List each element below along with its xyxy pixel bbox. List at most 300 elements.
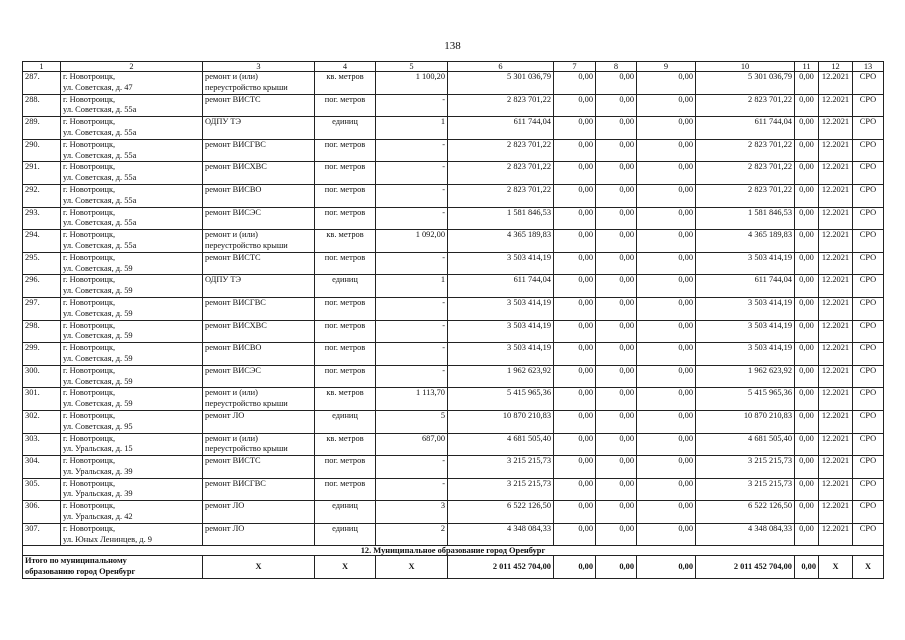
table-cell: 0,00 — [637, 501, 696, 524]
table-cell: 0,00 — [637, 456, 696, 479]
table-cell: 0,00 — [795, 320, 819, 343]
table-cell: 0,00 — [795, 388, 819, 411]
table-cell: 4 348 084,33 — [696, 523, 795, 546]
table-cell: 6 522 126,50 — [696, 501, 795, 524]
table-cell: 0,00 — [596, 230, 637, 253]
table-cell: 0,00 — [795, 410, 819, 433]
table-cell: 287. — [23, 72, 61, 95]
column-number: 8 — [596, 62, 637, 72]
total-cell: X — [315, 556, 376, 579]
table-cell: единиц — [315, 501, 376, 524]
table-cell: 6 522 126,50 — [448, 501, 554, 524]
table-cell: 0,00 — [554, 388, 596, 411]
table-cell: СРО — [853, 410, 884, 433]
table-cell: 0,00 — [637, 410, 696, 433]
table-cell: 4 365 189,83 — [696, 230, 795, 253]
table-cell: 295. — [23, 252, 61, 275]
table-cell: 0,00 — [795, 433, 819, 456]
table-cell: 0,00 — [795, 365, 819, 388]
total-cell: 2 011 452 704,00 — [448, 556, 554, 579]
table-row — [23, 365, 884, 388]
table-cell: 12.2021 — [819, 365, 853, 388]
table-cell: 0,00 — [554, 297, 596, 320]
table-cell: СРО — [853, 94, 884, 117]
table-cell: 611 744,04 — [696, 275, 795, 298]
table-cell: 611 744,04 — [448, 117, 554, 140]
table-cell: 0,00 — [596, 388, 637, 411]
table-cell: г. Новотроицк, ул. Советская, д. 59 — [61, 297, 203, 320]
table-row — [23, 94, 884, 117]
table-cell: СРО — [853, 252, 884, 275]
column-number: 6 — [448, 62, 554, 72]
table-cell: единиц — [315, 117, 376, 140]
table-cell: - — [376, 365, 448, 388]
table-cell: пог. метров — [315, 184, 376, 207]
table-cell: 0,00 — [554, 343, 596, 366]
table-cell: 0,00 — [637, 207, 696, 230]
table-cell: 0,00 — [596, 139, 637, 162]
table-cell: 303. — [23, 433, 61, 456]
table-cell: 12.2021 — [819, 139, 853, 162]
table-cell: 3 503 414,19 — [448, 252, 554, 275]
table-cell: 4 681 505,40 — [696, 433, 795, 456]
total-cell: X — [819, 556, 853, 579]
total-cell: 0,00 — [596, 556, 637, 579]
table-cell: ремонт и (или) переустройство крыши — [203, 230, 315, 253]
column-number: 13 — [853, 62, 884, 72]
table-cell: 12.2021 — [819, 230, 853, 253]
table-cell: 687,00 — [376, 433, 448, 456]
table-cell: 12.2021 — [819, 433, 853, 456]
table-cell: г. Новотроицк, ул. Советская, д. 59 — [61, 252, 203, 275]
table-cell: г. Новотроицк, ул. Советская, д. 59 — [61, 275, 203, 298]
table-row — [23, 456, 884, 479]
table-cell: пог. метров — [315, 207, 376, 230]
table-cell: 290. — [23, 139, 61, 162]
table-row — [23, 478, 884, 501]
table-cell: 1 581 846,53 — [696, 207, 795, 230]
table-cell: г. Новотроицк, ул. Советская, д. 55а — [61, 117, 203, 140]
table-cell: 302. — [23, 410, 61, 433]
table-cell: 12.2021 — [819, 297, 853, 320]
table-cell: 0,00 — [795, 297, 819, 320]
region-header: 12. Муниципальное образование город Оренбург — [23, 546, 884, 556]
region-header-row — [23, 546, 884, 556]
table-cell: 0,00 — [596, 72, 637, 95]
table-cell: 0,00 — [795, 275, 819, 298]
table-cell: 306. — [23, 501, 61, 524]
table-cell: 4 348 084,33 — [448, 523, 554, 546]
table-row — [23, 297, 884, 320]
table-cell: СРО — [853, 230, 884, 253]
table-cell: г. Новотроицк, ул. Советская, д. 55а — [61, 230, 203, 253]
table-cell: СРО — [853, 478, 884, 501]
table-cell: 305. — [23, 478, 61, 501]
table-cell: 293. — [23, 207, 61, 230]
table-cell: пог. метров — [315, 94, 376, 117]
table-cell: 12.2021 — [819, 117, 853, 140]
table-cell: 0,00 — [554, 433, 596, 456]
table-cell: ремонт ВИСГВС — [203, 297, 315, 320]
table-cell: кв. метров — [315, 433, 376, 456]
table-cell: СРО — [853, 297, 884, 320]
table-cell: 0,00 — [795, 94, 819, 117]
table-cell: 0,00 — [596, 207, 637, 230]
table-cell: - — [376, 94, 448, 117]
table-cell: 3 — [376, 501, 448, 524]
table-cell: 0,00 — [596, 275, 637, 298]
column-number: 4 — [315, 62, 376, 72]
table-row — [23, 139, 884, 162]
table-row — [23, 388, 884, 411]
table-cell: г. Новотроицк, ул. Советская, д. 59 — [61, 365, 203, 388]
table-cell: 3 215 215,73 — [448, 456, 554, 479]
table-row — [23, 433, 884, 456]
table-cell: 12.2021 — [819, 388, 853, 411]
table-cell: 0,00 — [637, 162, 696, 185]
table-cell: г. Новотроицк, ул. Советская, д. 47 — [61, 72, 203, 95]
table-row — [23, 117, 884, 140]
table-cell: г. Новотроицк, ул. Юных Ленинцев, д. 9 — [61, 523, 203, 546]
table-cell: 0,00 — [596, 184, 637, 207]
table-cell: 4 681 505,40 — [448, 433, 554, 456]
table-cell: СРО — [853, 523, 884, 546]
table-cell: г. Новотроицк, ул. Советская, д. 95 — [61, 410, 203, 433]
table-cell: г. Новотроицк, ул. Советская, д. 55а — [61, 184, 203, 207]
table-cell: 12.2021 — [819, 320, 853, 343]
table-cell: - — [376, 252, 448, 275]
table-cell: 12.2021 — [819, 207, 853, 230]
column-number: 2 — [61, 62, 203, 72]
table-cell: 12.2021 — [819, 252, 853, 275]
table-cell: 0,00 — [554, 501, 596, 524]
table-cell: г. Новотроицк, ул. Уральская, д. 39 — [61, 456, 203, 479]
table-cell: кв. метров — [315, 72, 376, 95]
table-cell: 0,00 — [554, 410, 596, 433]
total-cell: X — [853, 556, 884, 579]
table-cell: 1 962 623,92 — [696, 365, 795, 388]
table-cell: 0,00 — [554, 162, 596, 185]
table-cell: 12.2021 — [819, 94, 853, 117]
table-cell: ремонт и (или) переустройство крыши — [203, 433, 315, 456]
table-cell: 1 962 623,92 — [448, 365, 554, 388]
table-cell: ремонт ВИСТС — [203, 456, 315, 479]
table-cell: СРО — [853, 207, 884, 230]
table-cell: 297. — [23, 297, 61, 320]
table-cell: 3 215 215,73 — [696, 456, 795, 479]
table-cell: - — [376, 184, 448, 207]
table-cell: 0,00 — [596, 410, 637, 433]
table-cell: 3 503 414,19 — [696, 343, 795, 366]
table-cell: г. Новотроицк, ул. Уральская, д. 15 — [61, 433, 203, 456]
table-cell: ремонт и (или) переустройство крыши — [203, 388, 315, 411]
table-cell: ремонт ВИСВО — [203, 343, 315, 366]
table-cell: ремонт ЛО — [203, 501, 315, 524]
table-cell: 2 823 701,22 — [448, 94, 554, 117]
table-cell: 0,00 — [637, 184, 696, 207]
table-cell: 0,00 — [554, 456, 596, 479]
table-cell: - — [376, 456, 448, 479]
total-cell: X — [376, 556, 448, 579]
table-cell: 1 — [376, 117, 448, 140]
table-cell: 0,00 — [795, 456, 819, 479]
table-cell: 2 823 701,22 — [696, 94, 795, 117]
page-number: 138 — [444, 40, 461, 52]
table-cell: 0,00 — [637, 343, 696, 366]
table-cell: 12.2021 — [819, 456, 853, 479]
table-cell: ОДПУ ТЭ — [203, 117, 315, 140]
table-cell: 0,00 — [795, 230, 819, 253]
table-cell: 0,00 — [554, 230, 596, 253]
table-cell: 0,00 — [554, 72, 596, 95]
table-row — [23, 184, 884, 207]
table-cell: 0,00 — [795, 252, 819, 275]
table-row — [23, 501, 884, 524]
table-cell: 298. — [23, 320, 61, 343]
total-cell: 2 011 452 704,00 — [696, 556, 795, 579]
column-number: 7 — [554, 62, 596, 72]
table-row — [23, 410, 884, 433]
table-cell: г. Новотроицк, ул. Советская, д. 59 — [61, 388, 203, 411]
table-cell: 1 581 846,53 — [448, 207, 554, 230]
table-cell: 611 744,04 — [448, 275, 554, 298]
total-cell: X — [203, 556, 315, 579]
table-cell: 0,00 — [637, 94, 696, 117]
column-number: 12 — [819, 62, 853, 72]
table-cell: 307. — [23, 523, 61, 546]
table-cell: 0,00 — [554, 275, 596, 298]
table-cell: 0,00 — [596, 365, 637, 388]
table-cell: 12.2021 — [819, 523, 853, 546]
table-cell: 3 503 414,19 — [448, 343, 554, 366]
table-cell: 0,00 — [795, 343, 819, 366]
table-cell: 3 503 414,19 — [696, 320, 795, 343]
table-cell: ремонт ВИСГВС — [203, 478, 315, 501]
table-cell: 2 823 701,22 — [448, 162, 554, 185]
table-cell: единиц — [315, 410, 376, 433]
table-cell: 12.2021 — [819, 275, 853, 298]
table-cell: ремонт ВИСВО — [203, 184, 315, 207]
total-cell: 0,00 — [554, 556, 596, 579]
table-cell: г. Новотроицк, ул. Советская, д. 55а — [61, 162, 203, 185]
column-number: 11 — [795, 62, 819, 72]
table-cell: 0,00 — [637, 72, 696, 95]
table-cell: 0,00 — [596, 456, 637, 479]
table-cell: 0,00 — [554, 252, 596, 275]
table-cell: 611 744,04 — [696, 117, 795, 140]
table-cell: 3 503 414,19 — [696, 297, 795, 320]
table-cell: единиц — [315, 523, 376, 546]
table-cell: 0,00 — [637, 478, 696, 501]
table-cell: 0,00 — [554, 320, 596, 343]
table-cell: ремонт ВИСГВС — [203, 139, 315, 162]
table-cell: 12.2021 — [819, 162, 853, 185]
table-cell: пог. метров — [315, 456, 376, 479]
table-cell: 2 823 701,22 — [696, 184, 795, 207]
table-cell: 3 503 414,19 — [696, 252, 795, 275]
total-cell: 0,00 — [637, 556, 696, 579]
table-cell: 0,00 — [795, 478, 819, 501]
table-cell: 5 301 036,79 — [448, 72, 554, 95]
table-cell: 0,00 — [637, 297, 696, 320]
table-cell: 2 823 701,22 — [696, 162, 795, 185]
table-cell: ремонт ЛО — [203, 410, 315, 433]
table-cell: пог. метров — [315, 478, 376, 501]
table-cell: г. Новотроицк, ул. Советская, д. 55а — [61, 139, 203, 162]
table-cell: 10 870 210,83 — [696, 410, 795, 433]
table-cell: ремонт ВИСЭС — [203, 365, 315, 388]
table-cell: СРО — [853, 117, 884, 140]
table-cell: - — [376, 162, 448, 185]
table-cell: 0,00 — [554, 365, 596, 388]
table-cell: СРО — [853, 275, 884, 298]
table-cell: 0,00 — [596, 94, 637, 117]
table-cell: 5 415 965,36 — [696, 388, 795, 411]
table-cell: 0,00 — [596, 433, 637, 456]
table-cell: СРО — [853, 365, 884, 388]
table-cell: СРО — [853, 456, 884, 479]
table-cell: 0,00 — [596, 523, 637, 546]
table-cell: 291. — [23, 162, 61, 185]
total-label: Итого по муниципальному образованию город Оренбург — [23, 556, 203, 579]
table-cell: СРО — [853, 501, 884, 524]
table-cell: кв. метров — [315, 230, 376, 253]
table-cell: 0,00 — [554, 523, 596, 546]
table-row — [23, 343, 884, 366]
table-cell: 2 823 701,22 — [696, 139, 795, 162]
table-cell: 3 503 414,19 — [448, 297, 554, 320]
table-cell: 0,00 — [637, 230, 696, 253]
table-cell: 1 113,70 — [376, 388, 448, 411]
table-cell: ремонт ВИСТС — [203, 252, 315, 275]
table-cell: 1 — [376, 275, 448, 298]
table-cell: 0,00 — [554, 207, 596, 230]
table-row — [23, 252, 884, 275]
table-cell: 0,00 — [637, 433, 696, 456]
table-cell: 3 215 215,73 — [696, 478, 795, 501]
column-number: 9 — [637, 62, 696, 72]
table-cell: СРО — [853, 162, 884, 185]
total-cell: 0,00 — [795, 556, 819, 579]
table-cell: 294. — [23, 230, 61, 253]
table-cell: 2 — [376, 523, 448, 546]
table-cell: г. Новотроицк, ул. Советская, д. 59 — [61, 320, 203, 343]
table-cell: 0,00 — [795, 139, 819, 162]
column-number: 5 — [376, 62, 448, 72]
table-cell: 2 823 701,22 — [448, 139, 554, 162]
table-cell: СРО — [853, 184, 884, 207]
column-number-row — [23, 62, 884, 72]
column-number: 10 — [696, 62, 795, 72]
table-cell: 0,00 — [596, 117, 637, 140]
table-cell: 0,00 — [637, 523, 696, 546]
table-cell: пог. метров — [315, 162, 376, 185]
table-cell: 289. — [23, 117, 61, 140]
table-cell: кв. метров — [315, 388, 376, 411]
table-cell: СРО — [853, 433, 884, 456]
table-cell: 0,00 — [795, 117, 819, 140]
table-cell: пог. метров — [315, 297, 376, 320]
table-cell: ремонт ВИСХВС — [203, 320, 315, 343]
table-cell: 3 503 414,19 — [448, 320, 554, 343]
table-cell: 5 — [376, 410, 448, 433]
table-cell: - — [376, 478, 448, 501]
table-cell: ремонт ВИСХВС — [203, 162, 315, 185]
table-cell: 1 092,00 — [376, 230, 448, 253]
table-cell: ремонт ВИСЭС — [203, 207, 315, 230]
table-cell: 12.2021 — [819, 184, 853, 207]
table-cell: 0,00 — [795, 72, 819, 95]
table-cell: 0,00 — [554, 139, 596, 162]
table-cell: 10 870 210,83 — [448, 410, 554, 433]
table-cell: 0,00 — [554, 184, 596, 207]
table-cell: 12.2021 — [819, 501, 853, 524]
table-cell: 4 365 189,83 — [448, 230, 554, 253]
table-cell: 0,00 — [554, 478, 596, 501]
table-cell: пог. метров — [315, 139, 376, 162]
table-cell: пог. метров — [315, 365, 376, 388]
table-cell: 0,00 — [637, 365, 696, 388]
table-cell: ремонт и (или) переустройство крыши — [203, 72, 315, 95]
table-cell: 5 301 036,79 — [696, 72, 795, 95]
table-cell: 296. — [23, 275, 61, 298]
table-cell: 0,00 — [596, 297, 637, 320]
table-cell: 0,00 — [596, 320, 637, 343]
table-row — [23, 523, 884, 546]
table-cell: - — [376, 207, 448, 230]
table-cell: 12.2021 — [819, 478, 853, 501]
table-row — [23, 207, 884, 230]
column-number: 3 — [203, 62, 315, 72]
table-cell: г. Новотроицк, ул. Уральская, д. 42 — [61, 501, 203, 524]
table-cell: пог. метров — [315, 252, 376, 275]
table-cell: 0,00 — [596, 162, 637, 185]
table-cell: 12.2021 — [819, 343, 853, 366]
table-cell: 1 100,20 — [376, 72, 448, 95]
table-cell: 288. — [23, 94, 61, 117]
table-cell: 0,00 — [596, 501, 637, 524]
table-cell: единиц — [315, 275, 376, 298]
table-cell: 0,00 — [795, 184, 819, 207]
table-row — [23, 230, 884, 253]
table-row — [23, 275, 884, 298]
table-cell: 0,00 — [554, 94, 596, 117]
table-cell: 0,00 — [554, 117, 596, 140]
table-cell: 0,00 — [596, 478, 637, 501]
table-cell: 301. — [23, 388, 61, 411]
table-row — [23, 320, 884, 343]
table-cell: 0,00 — [795, 207, 819, 230]
table-cell: СРО — [853, 320, 884, 343]
table-cell: ОДПУ ТЭ — [203, 275, 315, 298]
table-cell: 0,00 — [795, 162, 819, 185]
total-row — [23, 556, 884, 579]
table-row — [23, 72, 884, 95]
table-cell: 0,00 — [637, 252, 696, 275]
table-cell: 300. — [23, 365, 61, 388]
table-cell: пог. метров — [315, 343, 376, 366]
column-number: 1 — [23, 62, 61, 72]
table-cell: 0,00 — [637, 320, 696, 343]
table-cell: СРО — [853, 388, 884, 411]
table-cell: 12.2021 — [819, 410, 853, 433]
table-cell: г. Новотроицк, ул. Уральская, д. 39 — [61, 478, 203, 501]
table-cell: пог. метров — [315, 320, 376, 343]
table-cell: 0,00 — [637, 388, 696, 411]
table-cell: - — [376, 343, 448, 366]
table-cell: СРО — [853, 343, 884, 366]
table-cell: 0,00 — [637, 275, 696, 298]
